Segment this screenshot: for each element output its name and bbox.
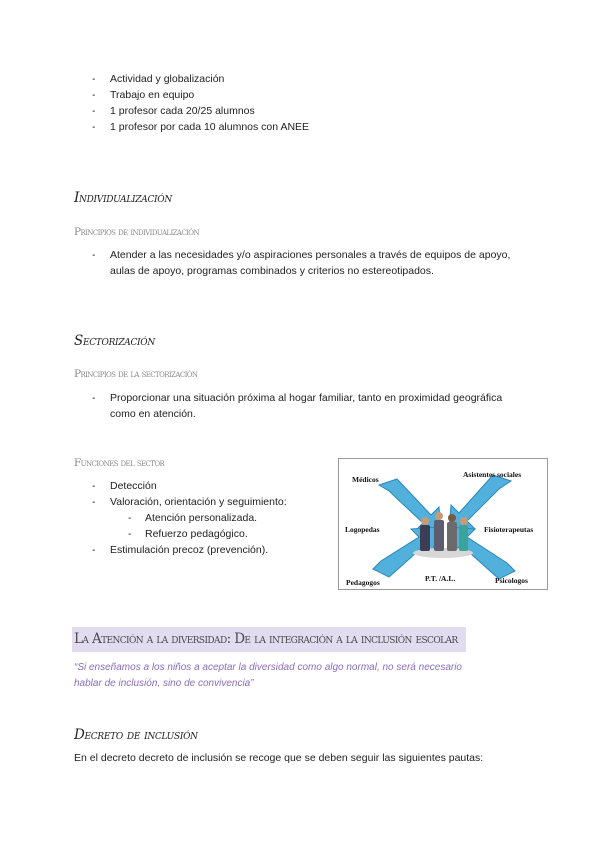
section-banner [72, 627, 466, 652]
list-item: - Actividad y globalización [74, 71, 309, 87]
sector-team-figure [338, 458, 548, 590]
people-group-icon [413, 512, 473, 558]
list-item: - 1 profesor por cada 10 alumnos con ANEE [74, 119, 309, 135]
individualizacion-list [74, 247, 510, 279]
subheading-principios-individualizacion: Principios de individualización [74, 226, 199, 238]
list-item: - 1 profesor cada 20/25 alumnos [74, 103, 309, 119]
list-item: - Estimulación precoz (prevención). [74, 542, 287, 558]
label-fisioterapeutas: Fisioterapeutas [484, 525, 534, 534]
list-item: - Detección [74, 478, 287, 494]
label-pedagogos: Pedagogos [346, 578, 380, 587]
list-item: - Valoración, orientación y seguimiento: [74, 494, 287, 510]
heading-individualizacion: Individualización [74, 190, 172, 206]
list-item: - Proporcionar una situación próxima al hogar familiar, tanto en proximidad geográfica [74, 390, 502, 406]
list-item: - Trabajo en equipo [74, 87, 309, 103]
subheading-principios-sectorizacion: Principios de la sectorización [74, 368, 198, 380]
quote-block [74, 660, 514, 692]
sub-list-item: - Atención personalizada. [74, 510, 287, 526]
quote-line: “Si enseñamos a los niños a aceptar la diversidad como algo normal, no será necesario [74, 662, 462, 673]
list-item: - Atender a las necesidades y/o aspiraciones personales a través de equipos de apoyo, [74, 247, 510, 263]
label-medicos: Médicos [352, 475, 379, 484]
quote-line: hablar de inclusión, sino de convivencia” [74, 678, 254, 689]
funciones-list [74, 478, 287, 558]
sectorizacion-list [74, 390, 502, 422]
list-item-continuation: como en atención. [110, 408, 196, 420]
top-bullet-list [74, 71, 309, 135]
decreto-paragraph: En el decreto decreto de inclusión se recoge que se deben seguir las siguientes pautas: [74, 752, 484, 764]
list-item-continuation: aulas de apoyo, programas combinados y criterios no estereotipados. [110, 265, 434, 277]
subheading-funciones-sector: Funciones del sector [74, 457, 165, 469]
arrow-top-left [379, 479, 441, 533]
arrow-top-right [449, 475, 511, 531]
label-logopedas: Logopedas [345, 525, 380, 534]
label-pta-al: P.T. /A.L. [425, 574, 456, 583]
banner-title: La Atención a la diversidad: De la integración a la inclusión escolar [74, 631, 458, 647]
heading-sectorizacion: Sectorización [74, 333, 155, 349]
heading-decreto-inclusion: Decreto de inclusión [74, 727, 198, 743]
label-psicologos: Psicologos [495, 576, 528, 585]
sub-list-item: - Refuerzo pedagógico. [74, 526, 287, 542]
label-asistentes-sociales: Asistentes sociales [463, 470, 522, 479]
